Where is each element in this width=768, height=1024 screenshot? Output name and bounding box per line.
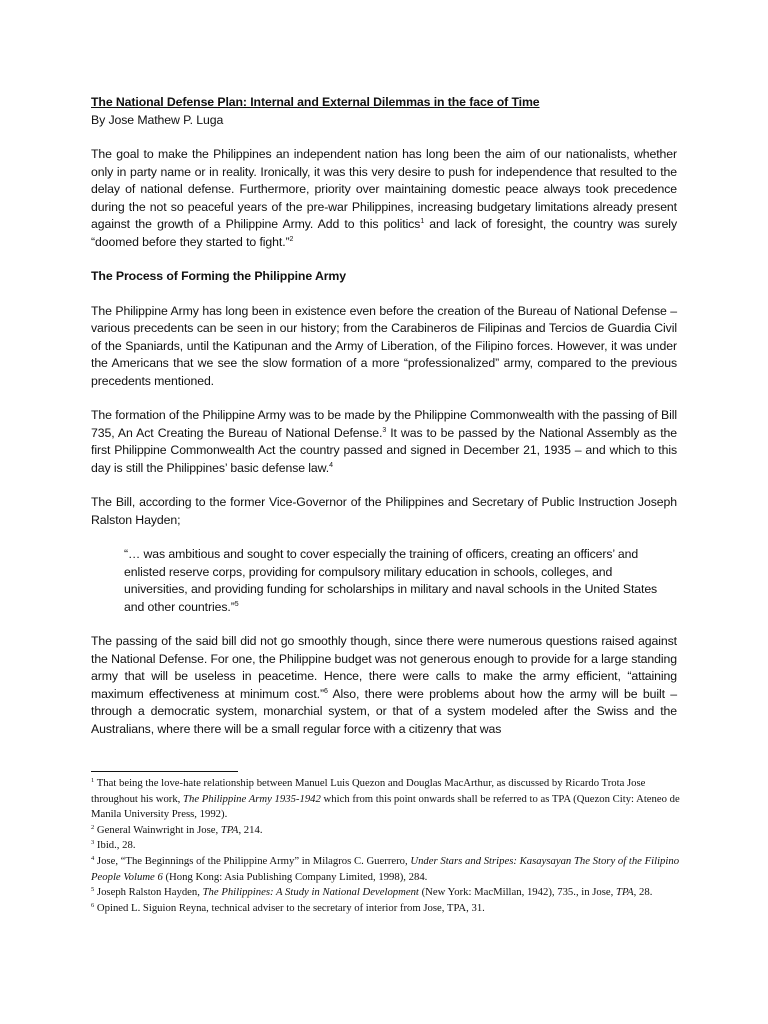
footnote-ref[interactable]: 3: [382, 426, 387, 434]
paragraph-intro: The goal to make the Philippines an independent nation has long been the aim of our nationalists, whether only in party name or in reality. Ironically, it was this very desire to push for independence that resulted to the delay of national defense. Furthermore, priority over maintaining domestic peace always took precedence during the not so peaceful years of the pre-war Philippines, increasing budgetary limitations already present against the growth of a Philippine Army. Add to this politics$^1$ and lack of foresight, the country was surely “doomed before they started to fight.”$^2$: [91, 147, 677, 249]
footnote-2: $^2$ General Wainwright in Jose, TPA, 214.: [91, 823, 263, 836]
paragraph-process: The Philippine Army has long been in existence even before the creation of the Bureau of National Defense – various precedents can be seen in our history; from the Carabineros de Filipinas and Tercios de Guardia Civil of the Spaniards, until the Katipunan and the Army of Liberation, of the Filipino forces. However, it was under the Americans that we see the slow formation of a more “professionalized” army, compared to the previous precedents mentioned.: [91, 303, 677, 388]
footnote-ref[interactable]: 5: [234, 600, 239, 608]
footnotes: [91, 776, 681, 916]
article-byline: By Jose Mathew P. Luga: [91, 112, 224, 127]
footnote-5: $^5$ Joseph Ralston Hayden, The Philippines: A Study in National Development (New York: MacMillan, 1942), 735., in Jose, TPA, 28.: [91, 886, 653, 899]
paragraph-formation: The formation of the Philippine Army was to be made by the Philippine Commonwealth with the passing of Bill 735, An Act Creating the Bureau of National Defense.$^3$ It was to be passed by the National Assembly as the first Philippine Commonwealth Act the country passed and signed in December 21, 1935 – and which to this day is still the Philippines’ basic defense law.$^4$: [91, 408, 677, 475]
footnote-1: $^1$ That being the love-hate relationship between Manuel Luis Quezon and Douglas MacArthur, as discussed by Ricardo Trota Jose throughout his work, The Philippine Army 1935-1942 which from this point onwards shall be referred to as TPA (Quezon City: Ateneo de Manila University Press, 1992).: [91, 777, 680, 821]
footnote-ref[interactable]: 6: [323, 687, 328, 695]
paragraph-bill: The Bill, according to the former Vice-Governor of the Philippines and Secretary of Public Instruction Joseph Ralston Hayden;: [91, 495, 677, 527]
footnote-ref[interactable]: 1: [420, 218, 425, 225]
footnote-4: $^4$ Jose, “The Beginnings of the Philippine Army” in Milagros C. Guerrero, Under Stars and Stripes: Kasaysayan The Story of the Filipino People Volume 6 (Hong Kong: Asia Publishing Company Limited, 1998), 284.: [91, 854, 680, 883]
footnote-ref[interactable]: 2: [289, 235, 294, 243]
footnote-ref[interactable]: 4: [329, 461, 333, 469]
article-title: The National Defense Plan: Internal and External Dilemmas in the face of Time: [91, 95, 540, 109]
document-body: [91, 94, 677, 755]
section-heading: The Process of Forming the Philippine Army: [91, 269, 346, 283]
footnote-6: $^6$ Opined L. Siguion Reyna, technical adviser to the secretary of interior from Jose, TPA, 31.: [91, 901, 485, 914]
footnote-divider: [91, 771, 238, 772]
block-quote: “… was ambitious and sought to cover especially the training of officers, creating an officers’ and enlisted reserve corps, providing for compulsory military education in schools, colleges, and universities, and providing funding for scholarships in military and naval schools in the United States and other countries.”$^5$: [124, 547, 658, 614]
footnote-3: $^3$ Ibid., 28.: [91, 839, 136, 852]
paragraph-passing: The passing of the said bill did not go smoothly though, since there were numerous questions raised against the National Defense. For one, the Philippine budget was not generous enough to provide for a large standing army that will be useless in peacetime. Hence, there were calls to make the army efficient, “attaining maximum effectiveness at minimum cost.”$^6$ Also, there were problems about how the army will be built – through a democratic system, monarchial system, or that of a system modeled after the Swiss and the Australians, where there will be a small regular force with a citizenry that was: [91, 634, 678, 736]
